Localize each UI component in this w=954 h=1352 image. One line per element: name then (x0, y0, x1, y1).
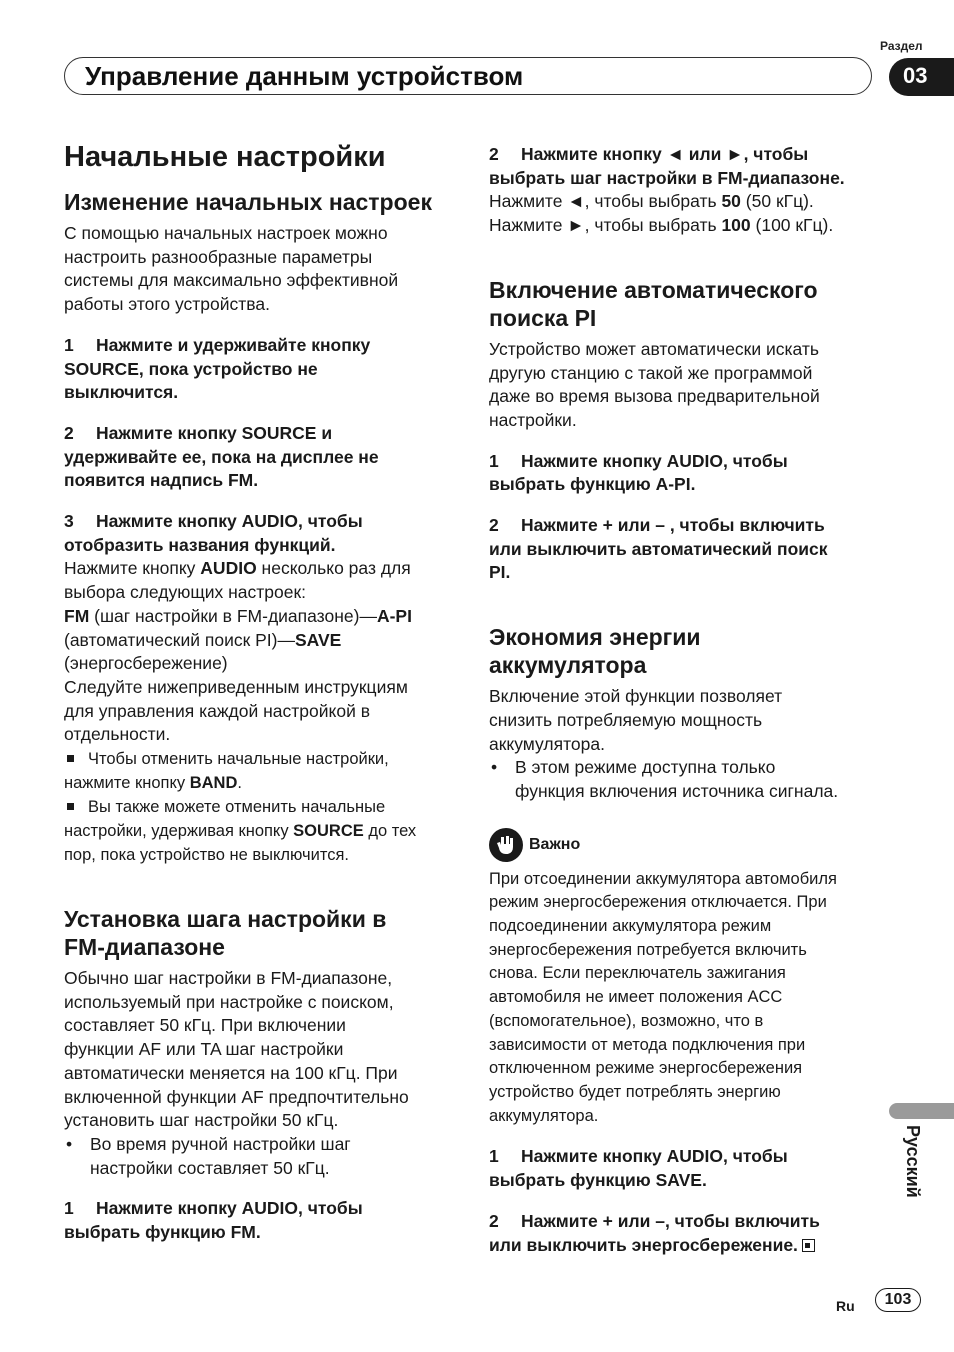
note-text: . (237, 774, 242, 793)
body-text: составляет 50 кГц. При включении (64, 1015, 346, 1036)
note-text: нажмите кнопку (64, 774, 190, 793)
left-column (64, 140, 444, 1245)
section-number-badge: 03 (889, 58, 954, 96)
pi-step-2 (489, 514, 874, 585)
body-text: снизить потребляемую мощность (489, 709, 763, 730)
step-text: выключится. (64, 382, 179, 403)
step-text: Нажмите кнопку AUDIO, чтобы (521, 1146, 788, 1167)
body-text: Следуйте нижеприведенным инструкциям (64, 676, 408, 697)
step-3-press-audio (64, 510, 444, 557)
important-line: автомобиля не имеет положения ACC (489, 988, 783, 1007)
step-text: Нажмите и удерживайте кнопку (96, 334, 371, 355)
important-line: При отсоединении аккумулятора автомобиля (489, 869, 837, 888)
warning-hand-icon (489, 828, 523, 862)
body-text: другую станцию с такой же программой (489, 362, 813, 383)
body-key: AUDIO (200, 558, 257, 579)
body-text: Устройство может автоматически искать (489, 338, 820, 359)
bullet-save-mode (489, 756, 874, 803)
page-header-title: Управление данным устройством (85, 61, 524, 91)
bullet-text: В этом режиме доступна только (515, 757, 776, 778)
heading-battery-saver (489, 623, 874, 679)
body-text: функции AF или TA шаг настройки (64, 1039, 344, 1060)
step-text: выбрать функцию A-PI. (489, 474, 696, 495)
intro-paragraph (64, 222, 444, 317)
note-key: SOURCE (293, 822, 364, 841)
heading-line: FM-диапазоне (64, 934, 225, 961)
heading-line: поиска PI (489, 304, 597, 331)
pi-step-1 (489, 450, 874, 497)
note-text: Вы также можете отменить начальные (88, 798, 386, 817)
right-column (489, 143, 874, 1257)
body-text: даже во время вызова предварительной (489, 386, 820, 407)
step-text: или выключить автоматический поиск (489, 538, 828, 559)
step-text: или выключить энергосбережение. (489, 1234, 798, 1255)
body-text: (50 кГц). (740, 191, 814, 212)
step-text: выбрать функцию SAVE. (489, 1170, 707, 1191)
step-text: появится надпись FM. (64, 470, 259, 491)
fm-step-paragraph (64, 967, 444, 1133)
save-paragraph (489, 685, 874, 756)
body-key: FM (64, 605, 90, 626)
step-number: 1 (489, 1146, 499, 1167)
step-text: выбрать функцию FM. (64, 1222, 261, 1243)
important-text (489, 868, 874, 1129)
step-number: 2 (64, 422, 74, 443)
language-label: Русский (903, 1125, 923, 1198)
step-text: SOURCE, пока устройство не (64, 358, 318, 379)
important-line: (вспомогательное), возможно, что в (489, 1011, 764, 1030)
body-text: Включение этой функции позволяет (489, 686, 783, 707)
fm-step-1 (64, 1197, 444, 1244)
body-key: SAVE (294, 629, 342, 650)
step-text: Нажмите кнопку AUDIO, чтобы (96, 1198, 363, 1219)
intro-line: настроить разнообразные параметры (64, 246, 373, 267)
body-key: 100 (721, 215, 751, 236)
save-step-2 (489, 1210, 874, 1257)
heading-fm-step (64, 905, 444, 961)
step-text: выбрать шаг настройки в FM-диапазоне. (489, 167, 845, 188)
important-line: устройство будет потреблять энергию (489, 1082, 781, 1101)
heading-line: аккумулятора (489, 652, 647, 679)
note-text: пор, пока устройство не выключится. (64, 846, 349, 865)
body-text: отдельности. (64, 724, 171, 745)
pi-paragraph (489, 338, 874, 433)
body-text: (автоматический поиск PI)— (64, 629, 295, 650)
fm-step-2-body (489, 190, 874, 237)
note-text: до тех (363, 822, 417, 841)
body-text: (энергосбережение) (64, 653, 228, 674)
bullet-manual-step (64, 1133, 444, 1180)
step-number: 2 (489, 144, 499, 164)
step-number: 2 (489, 1210, 499, 1231)
step-number: 2 (489, 515, 499, 536)
end-of-section-icon (802, 1239, 815, 1252)
note-text: настройки, удерживая кнопку (64, 822, 294, 841)
step-3-body (64, 557, 444, 747)
body-text: аккумулятора. (489, 733, 605, 754)
step-text: Нажмите кнопку AUDIO, чтобы (521, 450, 788, 471)
step-text: удерживайте ее, пока на дисплее не (64, 446, 379, 467)
note-cancel-band (64, 747, 444, 795)
important-line: аккумулятора. (489, 1106, 599, 1125)
body-text: Нажмите кнопку (64, 558, 201, 579)
intro-line: работы этого устройства. (64, 294, 271, 315)
section-label: Раздел (880, 39, 923, 53)
important-line: подсоединении аккумулятора режим (489, 917, 772, 936)
body-text: автоматически меняется на 100 кГц. При (64, 1062, 398, 1083)
heading-line: Включение автоматического (489, 276, 818, 303)
important-line: энергосбережения потребуется включить (489, 940, 807, 959)
step-text: отобразить названия функций. (64, 534, 336, 555)
step-text: Нажмите + или –, чтобы включить (521, 1210, 820, 1231)
important-line: режим энергосбережения отключается. При (489, 893, 827, 912)
body-text: используемый при настройке с поиском, (64, 991, 394, 1012)
bullet-dot: • (491, 757, 498, 778)
note-square-icon (67, 755, 74, 762)
bullet-text: функция включения источника сигнала. (515, 780, 839, 801)
important-heading (489, 828, 874, 862)
step-text: PI. (489, 562, 511, 583)
heading-change-settings: Изменение начальных настроек (64, 189, 432, 215)
language-tab (889, 1103, 954, 1119)
page-title: Начальные настройки (64, 141, 386, 173)
body-text: несколько раз для (256, 558, 411, 579)
note-key: BAND (189, 774, 238, 793)
body-text: настройки. (489, 409, 577, 430)
heading-line: Экономия энергии (489, 624, 701, 651)
body-text: Обычно шаг настройки в FM-диапазоне, (64, 968, 393, 989)
language-code: Ru (836, 1298, 855, 1314)
step-text: Нажмите кнопку ◄ или ►, чтобы (521, 144, 809, 164)
heading-line: Установка шага настройки в (64, 906, 387, 933)
body-text: для управления каждой настройкой в (64, 700, 371, 721)
note-text: Чтобы отменить начальные настройки, (88, 750, 389, 769)
page-number: 103 (875, 1288, 921, 1312)
important-line: отключенном режиме энергосбережения (489, 1059, 803, 1078)
body-key: A-PI (376, 605, 412, 626)
important-label: Важно (529, 835, 581, 853)
step-number: 1 (64, 1198, 74, 1219)
fm-step-2 (489, 143, 874, 190)
header-bar (64, 57, 872, 95)
bullet-dot: • (66, 1133, 73, 1154)
body-text: выбора следующих настроек: (64, 582, 307, 603)
bullet-text: настройки составляет 50 кГц. (90, 1157, 330, 1178)
save-step-1 (489, 1145, 874, 1192)
intro-line: С помощью начальных настроек можно (64, 223, 388, 243)
step-number: 1 (64, 334, 74, 355)
body-text: Нажмите ►, чтобы выбрать (489, 215, 722, 236)
important-line: зависимости от метода подключения при (489, 1035, 806, 1054)
step-text: Нажмите кнопку SOURCE и (96, 422, 333, 443)
step-text: Нажмите кнопку AUDIO, чтобы (96, 511, 363, 532)
important-line: снова. Если переключатель зажигания (489, 964, 786, 983)
intro-line: системы для максимально эффективной (64, 270, 399, 291)
step-text: Нажмите + или – , чтобы включить (521, 515, 825, 536)
step-number: 1 (489, 450, 499, 471)
note-square-icon (67, 803, 74, 810)
body-text: установить шаг настройки 50 кГц. (64, 1110, 339, 1131)
step-2-hold-source-fm (64, 422, 444, 493)
body-text: включенной функции AF предпочтительно (64, 1086, 409, 1107)
heading-auto-pi (489, 276, 874, 332)
step-1-hold-source (64, 334, 444, 405)
body-text: (100 кГц). (750, 215, 834, 236)
bullet-text: Во время ручной настройки шаг (90, 1133, 351, 1154)
body-text: (шаг настройки в FM-диапазоне)— (89, 605, 377, 626)
step-number: 3 (64, 511, 74, 532)
body-text: Нажмите ◄, чтобы выбрать (489, 191, 722, 212)
note-cancel-source (64, 795, 444, 867)
body-key: 50 (721, 191, 741, 212)
